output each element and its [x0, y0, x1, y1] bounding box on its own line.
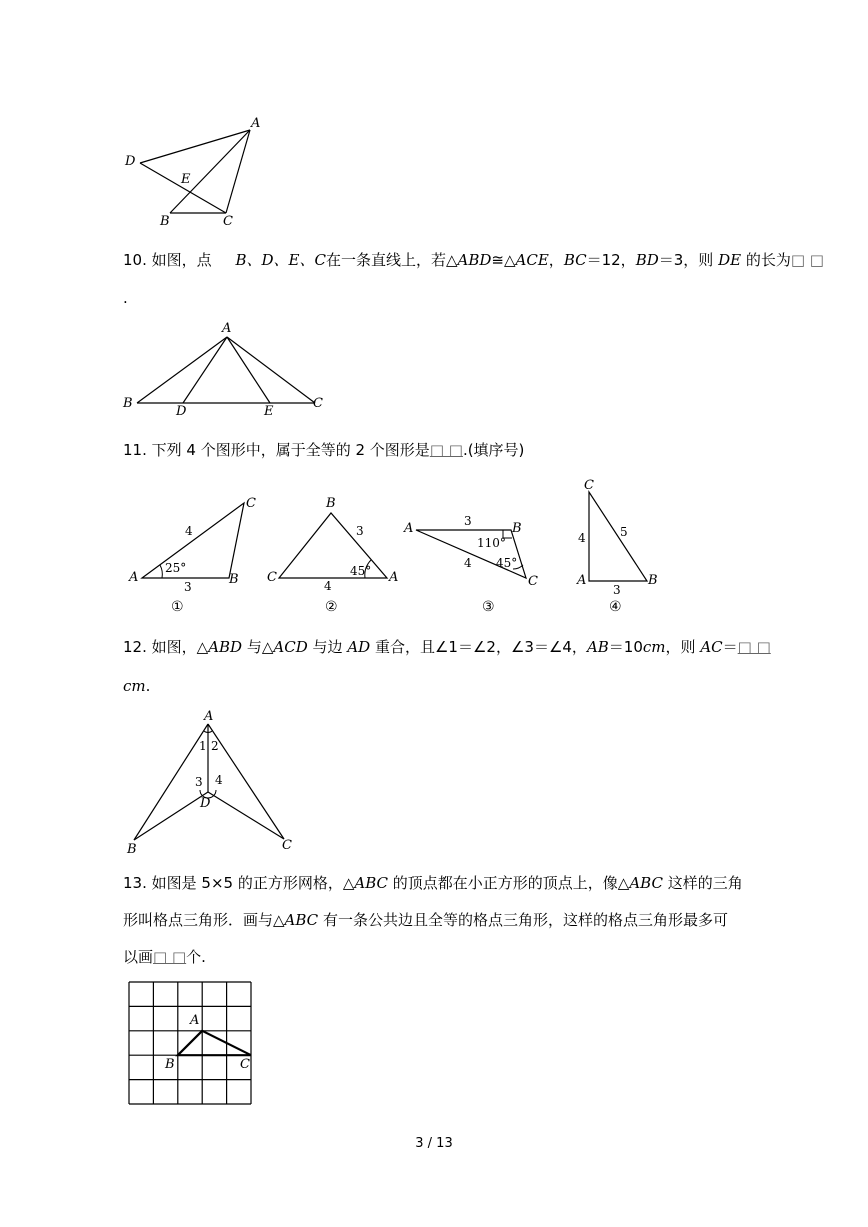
label-A: A	[222, 321, 232, 336]
label-C: C	[223, 214, 233, 229]
side-label: 3	[356, 524, 364, 538]
question-11: 11. 下列 4 个图形中，属于全等的 2 个图形是□ □.(填序号)	[123, 441, 525, 459]
label-A: A	[204, 709, 214, 724]
label-C: C	[313, 396, 323, 411]
side-label: 3	[613, 583, 621, 597]
angle-number-2: 2	[211, 739, 219, 753]
question-13-line3: 以画□ □个.	[123, 948, 206, 966]
figure-index: ④	[609, 599, 622, 615]
page-number: 3 / 13	[415, 1136, 453, 1151]
label-D: D	[200, 796, 211, 811]
label-B: B	[512, 521, 522, 536]
angle-label: 25°	[165, 561, 187, 575]
label-C: C	[282, 838, 292, 853]
label-A: A	[389, 570, 399, 585]
question-number: 10.	[123, 251, 147, 269]
label-A: A	[129, 570, 139, 585]
side-label: 5	[620, 525, 628, 539]
label-B: B	[127, 842, 137, 857]
answer-blank[interactable]: □ □	[429, 441, 463, 459]
label-B: B	[229, 572, 239, 587]
answer-blank[interactable]: □ □	[737, 638, 771, 656]
side-label: 4	[324, 579, 332, 593]
question-10: 10. 如图，点 B、D、E、C在一条直线上，若△ABD≅△ACE，BC＝12，BD＝3，则 DE 的长为□ □	[123, 251, 824, 269]
side-label: 4	[185, 524, 193, 538]
angle-number-1: 1	[199, 739, 207, 753]
label-C: C	[528, 574, 538, 589]
figure-index: ②	[325, 599, 338, 615]
figure-index: ①	[171, 599, 184, 615]
angle-number-3: 3	[195, 775, 203, 789]
label-A: A	[404, 521, 414, 536]
side-label: 4	[464, 556, 472, 570]
answer-blank[interactable]: □ □	[153, 948, 187, 966]
angle-label: 110°	[477, 536, 506, 550]
label-A: A	[577, 573, 587, 588]
label-E: E	[264, 404, 274, 419]
label-C: C	[246, 496, 256, 511]
answer-blank[interactable]: □ □	[790, 251, 824, 269]
question-13-line1: 13. 如图是 5×5 的正方形网格，△ABC 的顶点都在小正方形的顶点上，像△ABC 这样的三角	[123, 874, 743, 892]
label-B: B	[326, 496, 336, 511]
side-label: 4	[578, 531, 586, 545]
label-D: D	[125, 154, 136, 169]
question-13-line2: 形叫格点三角形．画与△ABC 有一条公共边且全等的格点三角形，这样的格点三角形最多可	[123, 911, 728, 929]
question-number: 13.	[123, 874, 147, 892]
figure-index: ③	[482, 599, 495, 615]
label-A: A	[251, 116, 261, 131]
label-C: C	[584, 478, 594, 493]
label-B: B	[165, 1057, 175, 1072]
side-label: 3	[464, 514, 472, 528]
side-label: 3	[184, 580, 192, 594]
angle-number-4: 4	[215, 773, 223, 787]
label-A: A	[190, 1013, 200, 1028]
label-C: C	[240, 1057, 250, 1072]
label-D: D	[176, 404, 187, 419]
label-E: E	[181, 172, 191, 187]
question-12: 12. 如图，△ABD 与△ACD 与边 AD 重合，且∠1＝∠2，∠3＝∠4，AB＝10cm，则 AC＝□ □	[123, 637, 786, 657]
label-C: C	[267, 570, 277, 585]
label-B: B	[648, 573, 658, 588]
label-B: B	[123, 396, 133, 411]
question-10-trail: .	[123, 289, 128, 307]
question-number: 11.	[123, 441, 147, 459]
question-number: 12.	[123, 638, 147, 656]
angle-label: 45°	[350, 564, 372, 578]
angle-label: 45°	[496, 556, 518, 570]
label-B: B	[160, 214, 170, 229]
question-12-unit: cm.	[123, 677, 151, 695]
